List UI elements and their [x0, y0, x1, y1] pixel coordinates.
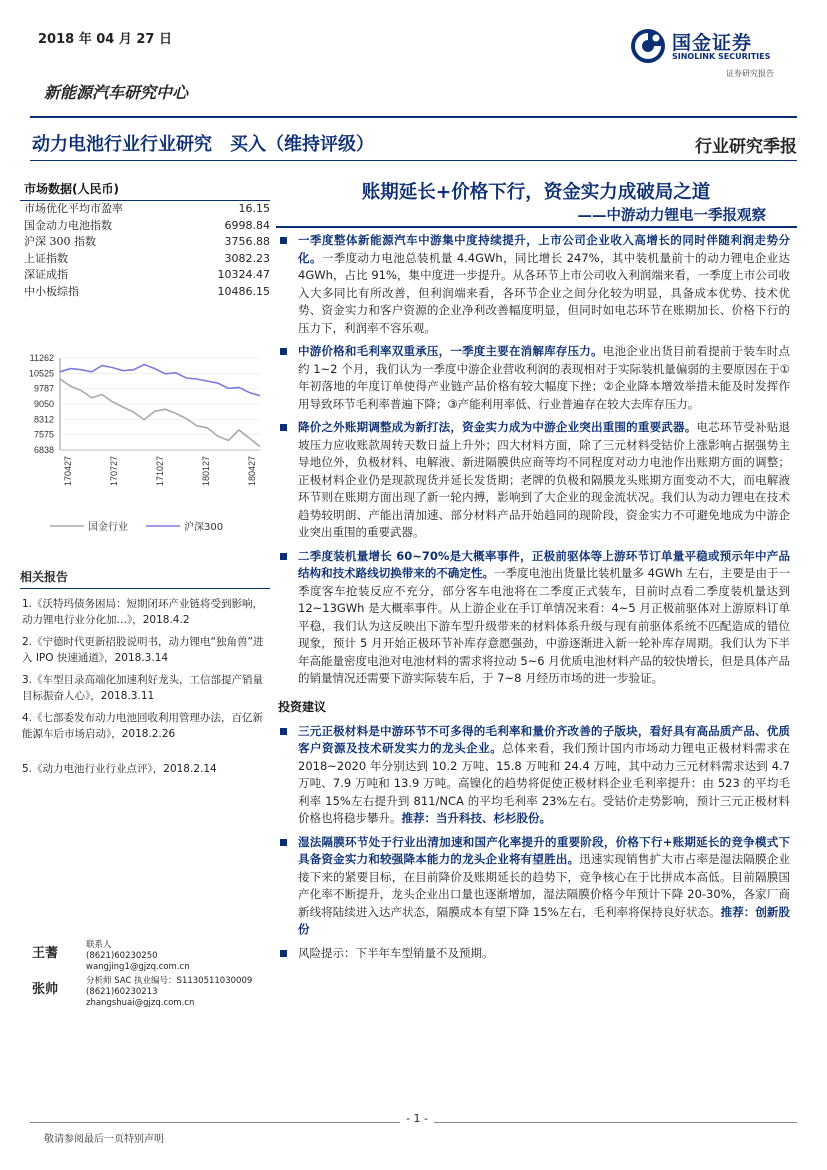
x-tick-label: 170727: [109, 456, 119, 487]
title-divider: [276, 226, 797, 228]
y-tick-label: 9787: [33, 383, 54, 394]
y-tick-label: 9050: [33, 399, 54, 409]
bullet-square-icon: [280, 553, 287, 560]
industry-name: 动力电池行业行业研究: [32, 134, 212, 155]
logo-subtitle: 证券研究报告: [726, 69, 774, 78]
header-divider: [30, 116, 797, 118]
bullet-square-icon: [280, 950, 287, 957]
rating-label: 买入（维持评级）: [230, 134, 374, 155]
related-reports-title: 相关报告: [20, 568, 270, 589]
x-tick-label: 170427: [63, 456, 73, 487]
market-row: 国金动力电池指数 6998.84: [24, 218, 270, 232]
bullet-square-icon: [280, 348, 287, 355]
logo-english-text: SINOLINK SECURITIES: [672, 52, 771, 61]
related-reports: [20, 568, 270, 785]
market-row: 中小板综指 10486.15: [24, 284, 270, 298]
market-row: 市场优化平均市盈率 16.15: [24, 202, 270, 215]
related-report-link[interactable]: 4.《七部委发布动力电池回收利用管理办法，百亿新能源车后市场启动》，2018.2.26: [22, 712, 264, 740]
analyst-block: [32, 940, 282, 980]
analyst-contact: 分析师 SAC 执业编号：S1130511030009 (8621)60230213 zhangshuai@gjzq.com.cn: [86, 976, 253, 1008]
report-subtitle: ——中游动力锂电一季报观察: [577, 208, 766, 224]
y-tick-label: 7575: [33, 429, 54, 440]
series-line-0: [60, 379, 260, 447]
index-chart: [20, 340, 270, 540]
report-date: 2018 年 04 月 27 日: [38, 32, 172, 47]
summary-paragraph: 一季度整体新能源汽车中游集中度持续提升，上市公司企业收入高增长的同时伴随利润走势分化。一季度动力电池总装机量 4.4GWh，同比增长 247%，其中装机量前十的动力锂电企业达 4GWh，占比 91%，集中度进一步提升。从各环节上市公司收入利润端来看，一季度上市公司收入大多同比有所改善，但利润端来看，各环节企业之间分化较为明显，具备成本优势、技术优势、资金实力和客户资源的企业净利改善幅度明显，但同时如电芯环节在账期加长、价格下行的压力下，利润率不容乐观。: [278, 232, 790, 337]
analyst-block: [32, 976, 282, 1016]
advice-paragraph: 三元正极材料是中游环节不可多得的毛利率和量价齐改善的子版块，看好具有高品质产品、优质客户资源及技术研发实力的龙头企业。总体来看，我们预计国内市场动力锂电正极材料需求在 2018~2020 年分别达到 10.2 万吨、15.8 万吨和 24.4 万吨，其中动力三元材料需求达到 4.7 万吨、7.9 万吨和 13.9 万吨。高镍化的趋势将促使正极材料企业毛利率提升：由 523 的平均毛利率 15%左右提升到 811/NCA 的平均毛利率 23%左右。受钴价走势影响，预计三元正极材料价格也将稳步攀升。推荐：当升科技、杉杉股份。: [278, 723, 790, 828]
summary-paragraph: 降价之外账期调整成为新打法，资金实力成为中游企业突出重围的重要武器。电芯环节受补贴退坡压力应收账款周转天数日益上升外；四大材料方面，除了三元材料受钴价上涨影响占据强势主导地位外，负极材料、电解液、新进隔膜供应商等均不同程度对动力电池作出账期方面的调整；正极材料企业仍是现款现货并延长发货期；老牌的负极和隔膜龙头账期方面变动不大，而电解液环节则在账期方面出现了新一轮内搏，影响到了大企业的现金流状况。我们认为动力锂电在技术趋势较明朗、产能出清加速、部分材料产品开始趋同的现阶段，资金实力不可避免地成为中游企业突出重围的重要武器。: [278, 419, 790, 542]
legend-label: 国金行业: [88, 522, 128, 533]
analyst-email[interactable]: zhangshuai@gjzq.com.cn: [86, 998, 195, 1008]
market-row: 深证成指 10324.47: [24, 268, 270, 282]
x-tick-label: 180427: [247, 456, 257, 487]
x-tick-label: 180127: [201, 456, 211, 487]
related-report-link[interactable]: 3.《车型目录高端化加速利好龙头，工信部提产销量目标振奋人心》，2018.3.11: [22, 674, 264, 702]
x-tick-label: 171027: [155, 456, 165, 487]
summary-paragraph: 二季度装机量增长 60~70%是大概率事件，正极前驱体等上游环节订单量平稳或预示年中产品结构和技术路线切换带来的不确定性。一季度电池出货量比装机量多 4GWh 左右，主要是由于一季度客车抢装反应不充分，部分客车电池将在二季度正式装车，目前时点看二季度装机量达到 12~13GWh 是大概率事件。从上游企业在手订单情况来看：4~5 月正极前驱体对上游原料订单平稳，我们认为这反映出下游车型升级带来的材料体系升级与现有前驱体系统不匹配造成的错位现象，预计 5 月开始正极环节补库存意愿强劲，中游逐渐进入新一轮补库存周期。我们认为下半年高能量密度电池对电池材料的需求将拉动 5~6 月优质电池材料产品的较快增长，但是具体产品的销量情况还需要下游实际装车后，于 7~8 月经历市场的进一步验证。: [278, 548, 790, 688]
industry-heading: [32, 130, 374, 156]
y-tick-label: 10525: [28, 368, 54, 379]
analyst-email[interactable]: wangjing1@gjzq.com.cn: [86, 962, 190, 972]
heading-divider: [30, 160, 797, 161]
bullet-square-icon: [280, 424, 287, 431]
report-body: [278, 232, 790, 968]
research-center-name: 新能源汽车研究中心: [44, 83, 189, 102]
analyst-name: 王蓍: [32, 946, 59, 961]
related-report-link[interactable]: 5.《动力电池行业行业点评》，2018.2.14: [22, 763, 217, 775]
analyst-name: 张帅: [32, 982, 59, 997]
bullet-square-icon: [280, 237, 287, 244]
market-data-title: 市场数据(人民币): [20, 170, 270, 201]
y-tick-label: 11262: [29, 353, 54, 363]
report-title: 账期延长+价格下行，资金实力成破局之道: [361, 182, 711, 203]
summary-paragraph: 中游价格和毛利率双重承压，一季度主要在消解库存压力。电池企业出货目前看提前于装车时点约 1~2 个月，我们认为一季度中游企业营收利润的表现相对于实际装机量偏弱的主要原因在于①年初落地的年度订单使得产业链产品价格有较大幅度下挫；②企业降本增效举措未能及时发挥作用导致环节毛利率普遍下降；③产能利用率低、行业普遍存在较大去库存压力。: [278, 343, 790, 413]
logo-chinese-text: 国金证券: [672, 32, 753, 54]
report-type: 行业研究季报: [695, 137, 797, 157]
market-row: 上证指数 3082.23: [24, 251, 270, 265]
legend-label: 沪深300: [184, 522, 224, 533]
advice-paragraph: 湿法隔膜环节处于行业出清加速和国产化率提升的重要阶段，价格下行+账期延长的竞争模式下具备资金实力和较强降本能力的龙头企业将有望胜出。迅速实现销售扩大市占率是湿法隔膜企业接下来的紧要目标，在目前降价及账期延长的趋势下，竞争核心在于比拼成本高低。目前隔膜国产化率不断提升，龙头企业出口量也逐渐增加，湿法隔膜价格今年预计下降 20-30%，各家厂商新线将陆续进入达产状态，隔膜成本有望下降 15%左右，毛利率将保持良好状态。推荐：创新股份: [278, 834, 790, 939]
series-line-1: [60, 365, 260, 396]
disclaimer-note: 敬请参阅最后一页特别声明: [44, 1134, 164, 1145]
y-tick-label: 8312: [33, 414, 54, 425]
market-data-panel: [20, 170, 270, 301]
investment-advice-heading: 投资建议: [278, 699, 327, 714]
related-report-link[interactable]: 2.《宁德时代更新招股说明书，动力锂电“独角兽”进入 IPO 快速通道》，2018.3.14: [22, 636, 264, 664]
y-tick-label: 6838: [33, 445, 54, 455]
index-line-chart: [20, 340, 270, 540]
page-number: - 1 -: [400, 1112, 434, 1125]
related-report-link[interactable]: 1.《沃特玛债务困局：短期闭环产业链将受到影响，动力锂电行业分化加…》，2018.4.2: [22, 598, 264, 626]
risk-warning: 风险提示：下半年车型销量不及预期。: [278, 945, 790, 963]
sinolink-logo-icon: [630, 28, 666, 64]
company-logo: [630, 24, 790, 80]
analyst-contact: 联系人 (8621)60230250 wangjing1@gjzq.com.cn: [86, 940, 190, 972]
bullet-square-icon: [280, 839, 287, 846]
market-row: 沪深 300 指数 3756.88: [24, 235, 270, 249]
bullet-square-icon: [280, 728, 287, 735]
market-data-table: [20, 201, 270, 301]
